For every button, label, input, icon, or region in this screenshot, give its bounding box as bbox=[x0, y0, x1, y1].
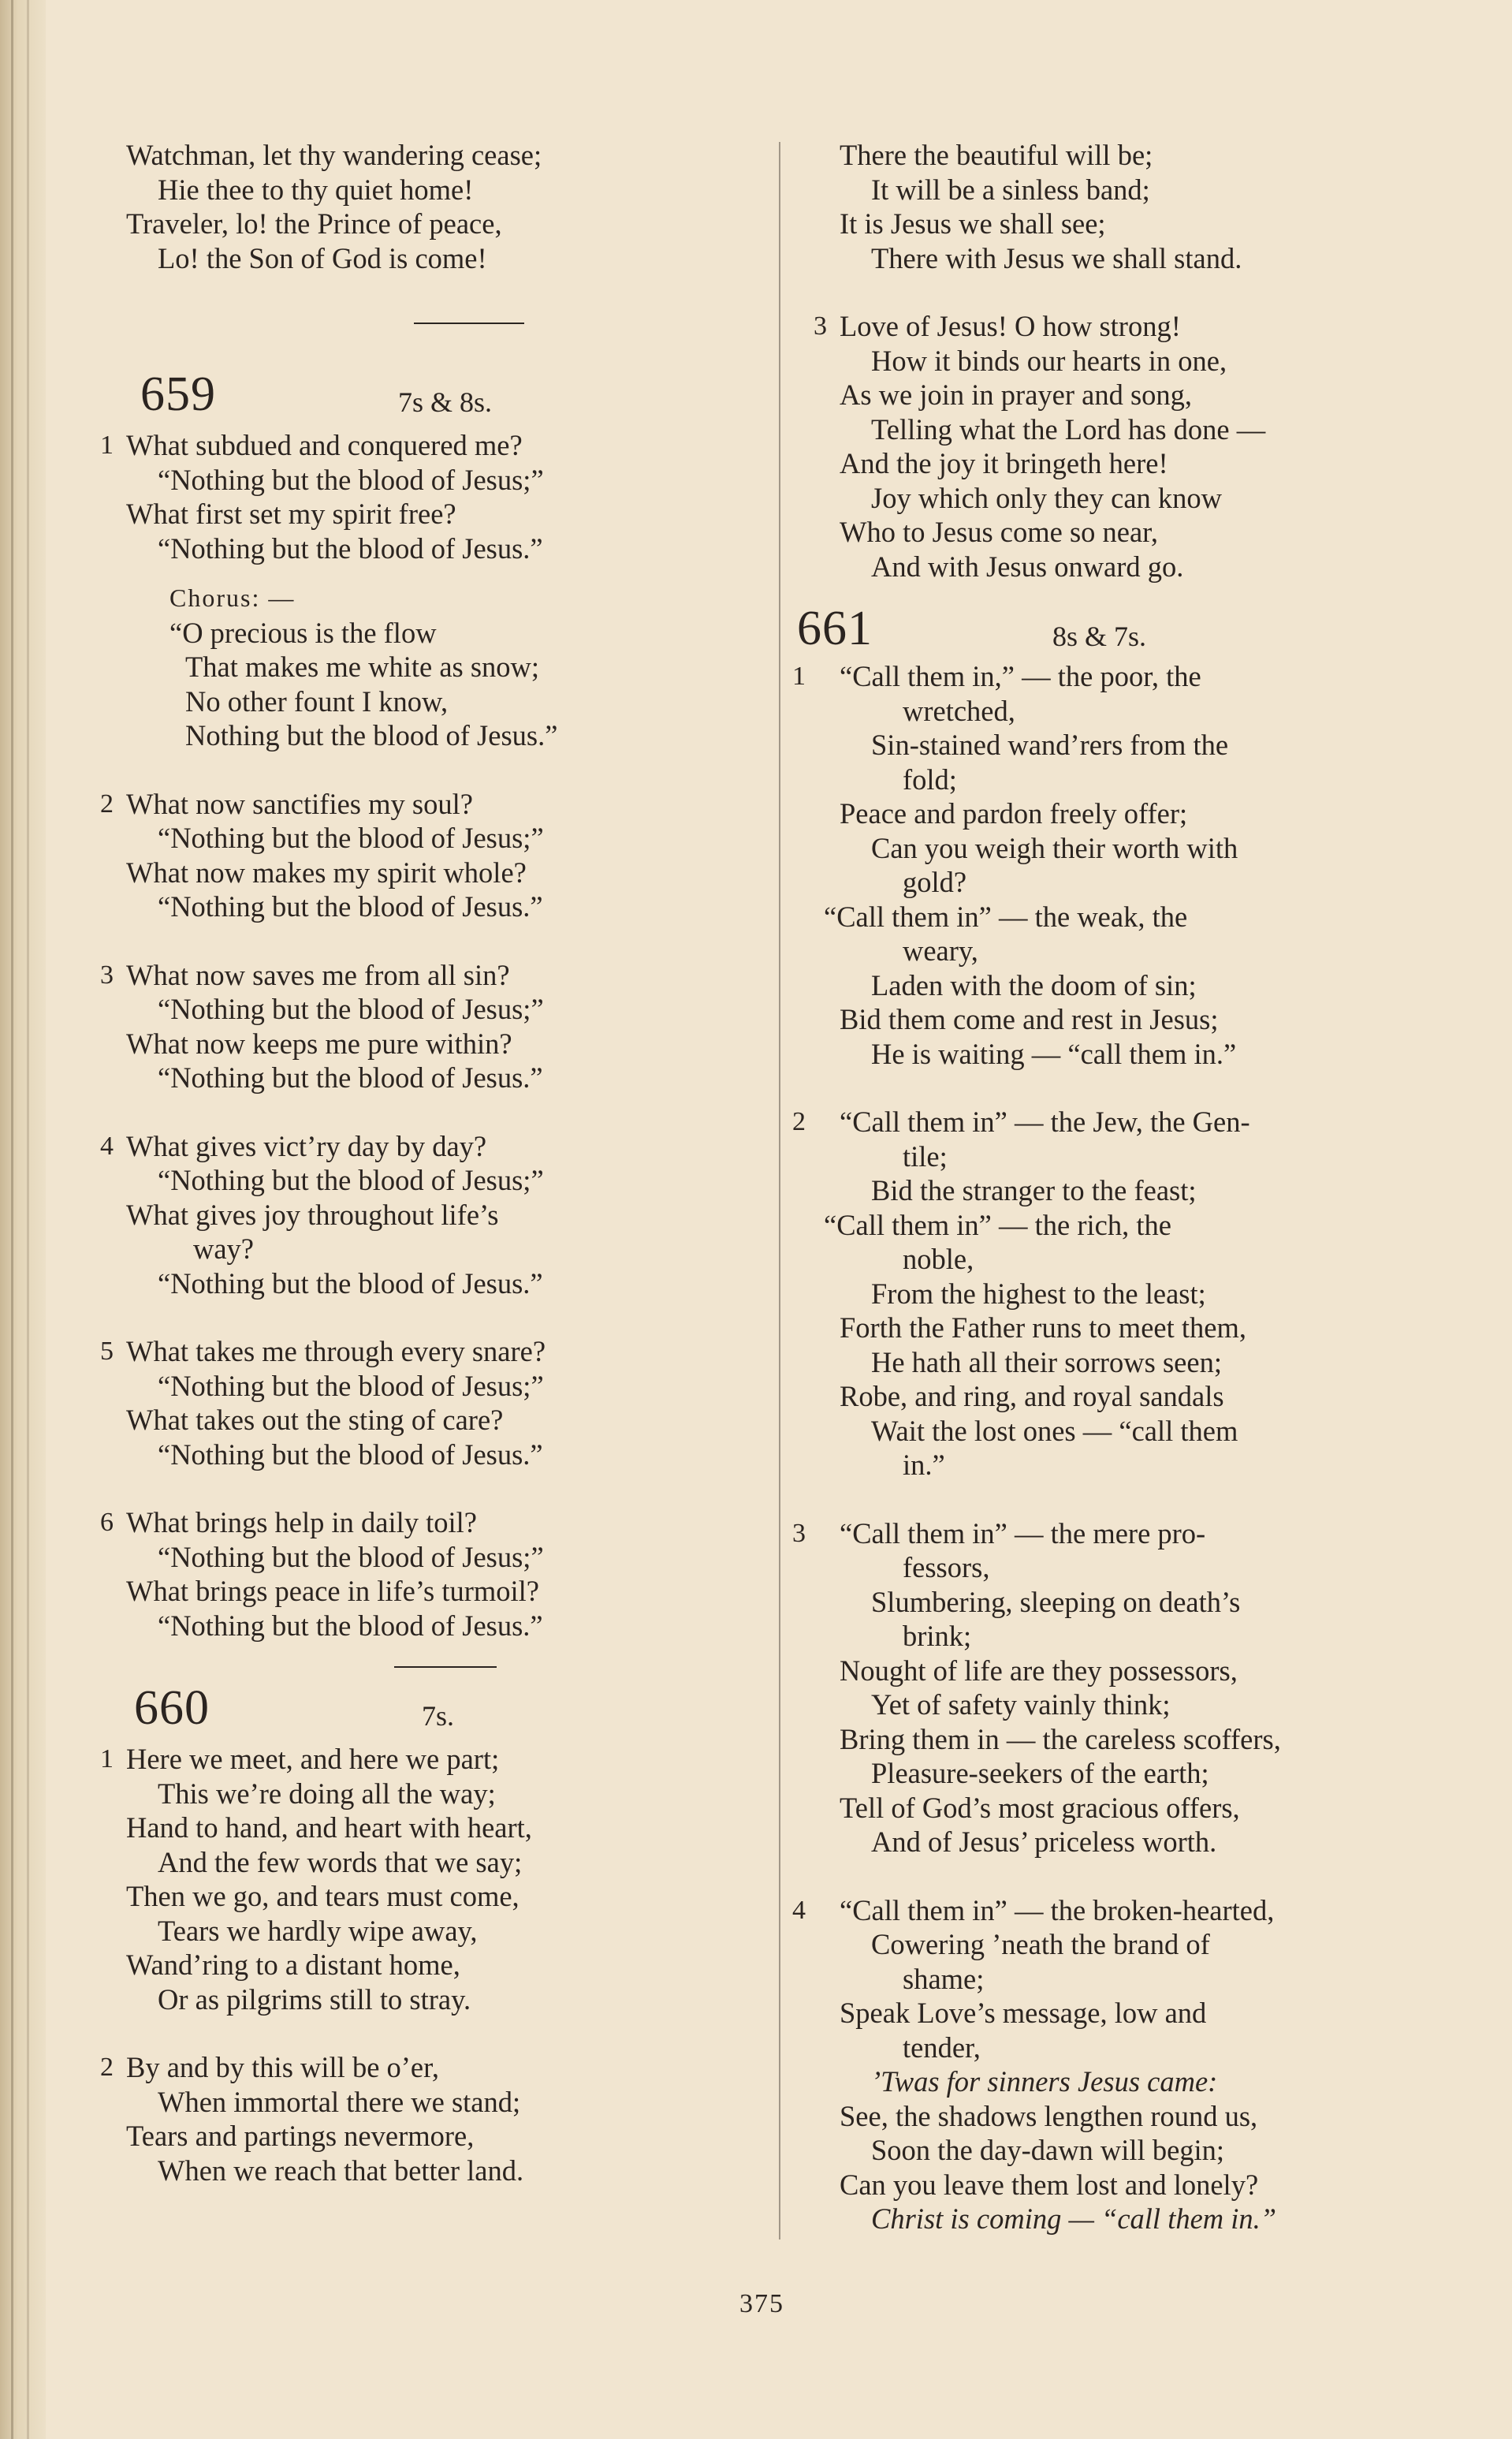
verse-line: fessors, bbox=[903, 1551, 990, 1583]
verse-line: brink; bbox=[903, 1620, 972, 1652]
verse-line: Wand’ring to a distant home, bbox=[126, 1949, 460, 1981]
stanza-number: 4 bbox=[792, 1895, 806, 1925]
stanza-1 bbox=[100, 1742, 773, 2016]
verse-line: Tears we hardly wipe away, bbox=[158, 1914, 478, 1947]
verse-line: in.” bbox=[903, 1449, 945, 1481]
verse-line: tender, bbox=[903, 2031, 981, 2064]
stanza-2 bbox=[100, 787, 773, 924]
verse-line: It will be a sinless band; bbox=[871, 173, 1150, 206]
verse-line: “Call them in” — the weak, the bbox=[824, 900, 1188, 933]
stanza-1 bbox=[792, 659, 1439, 1071]
verse-line: What now makes my spirit whole? bbox=[126, 856, 527, 889]
verse-line: Speak Love’s message, low and bbox=[840, 1997, 1207, 2029]
stanza-2 bbox=[100, 2050, 773, 2187]
verse-line: How it binds our hearts in one, bbox=[871, 344, 1227, 377]
page-number: 375 bbox=[739, 2289, 784, 2318]
verse-line: ’Twas for sinners Jesus came: bbox=[871, 2065, 1218, 2098]
verse-line: weary, bbox=[903, 934, 978, 967]
verse-line: Slumbering, sleeping on death’s bbox=[871, 1585, 1241, 1618]
verse-line: Laden with the doom of sin; bbox=[871, 968, 1197, 1001]
verse-line: Hie thee to thy quiet home! bbox=[158, 173, 474, 206]
verse-line: Nought of life are they possessors, bbox=[840, 1654, 1238, 1687]
verse-line: Yet of safety vainly think; bbox=[871, 1688, 1171, 1721]
verse-line: Forth the Father runs to meet them, bbox=[840, 1311, 1246, 1344]
verse-line: What takes me through every snare? bbox=[126, 1335, 546, 1367]
chorus-line: No other fount I know, bbox=[185, 684, 449, 718]
book-spine-shadow bbox=[0, 0, 46, 2439]
spine-edge-line bbox=[27, 0, 29, 2439]
verse-line: Bid the stranger to the feast; bbox=[871, 1174, 1197, 1206]
verse-line: Bid them come and rest in Jesus; bbox=[840, 1003, 1219, 1035]
hymn-meter: 8s & 7s. bbox=[1052, 621, 1147, 652]
stanza-5 bbox=[100, 1334, 773, 1471]
verse-line: What gives vict’ry day by day? bbox=[126, 1129, 487, 1162]
stanza-number: 3 bbox=[792, 1518, 806, 1548]
verse-line: And of Jesus’ priceless worth. bbox=[871, 1826, 1217, 1858]
verse-line: “Call them in” — the mere pro- bbox=[840, 1516, 1206, 1550]
verse-line: And the joy it bringeth here! bbox=[840, 447, 1168, 479]
chorus-line: “O precious is the flow bbox=[169, 616, 437, 649]
verse-line: What gives joy throughout life’s bbox=[126, 1198, 499, 1231]
verse-line: Here we meet, and here we part; bbox=[126, 1743, 500, 1775]
stanza-2 bbox=[792, 1105, 1439, 1482]
stanza-3 bbox=[814, 309, 1439, 584]
verse-line: What takes out the sting of care? bbox=[126, 1404, 504, 1436]
verse-line: When immortal there we stand; bbox=[158, 2085, 521, 2118]
verse-line: What now keeps me pure within? bbox=[126, 1027, 512, 1060]
hymn-number: 659 bbox=[140, 367, 216, 421]
verse-line: way? bbox=[193, 1233, 255, 1265]
verse-line: And with Jesus onward go. bbox=[871, 550, 1184, 583]
verse-line: noble, bbox=[903, 1243, 974, 1275]
verse-line: From the highest to the least; bbox=[871, 1277, 1206, 1310]
verse-line: “Call them in,” — the poor, the bbox=[840, 660, 1201, 692]
verse-line: “Nothing but the blood of Jesus.” bbox=[158, 1438, 543, 1471]
verse-line: He hath all their sorrows seen; bbox=[871, 1345, 1222, 1378]
verse-line: Tears and partings nevermore, bbox=[126, 2120, 475, 2152]
verse-line: What subdued and conquered me? bbox=[126, 429, 523, 461]
verse-line: “Nothing but the blood of Jesus;” bbox=[158, 463, 544, 496]
stanza-number: 6 bbox=[100, 1508, 114, 1537]
stanza-4 bbox=[792, 1893, 1439, 2236]
verse-line: Robe, and ring, and royal sandals bbox=[840, 1380, 1224, 1412]
verse-line: There with Jesus we shall stand. bbox=[871, 241, 1242, 274]
right-column bbox=[792, 138, 1439, 2236]
stanza-number: 2 bbox=[100, 2053, 114, 2082]
verse-line: “Nothing but the blood of Jesus;” bbox=[158, 1369, 544, 1402]
verse-line: See, the shadows lengthen round us, bbox=[840, 2099, 1258, 2132]
verse-line: gold? bbox=[903, 866, 967, 898]
verse-line: Can you leave them lost and lonely? bbox=[840, 2168, 1259, 2201]
verse-line: “Nothing but the blood of Jesus.” bbox=[158, 1266, 543, 1300]
verse-line: What now sanctifies my soul? bbox=[126, 787, 473, 820]
section-rule bbox=[414, 323, 524, 324]
stanza-number: 5 bbox=[100, 1337, 114, 1366]
hymn-number: 660 bbox=[134, 1681, 210, 1735]
chorus-line: Nothing but the blood of Jesus.” bbox=[185, 719, 558, 751]
verse-line: fold; bbox=[903, 763, 957, 796]
verse-line: tile; bbox=[903, 1139, 948, 1173]
hymn-meter: 7s. bbox=[422, 1700, 455, 1732]
verse-line: Christ is coming — “call them in.” bbox=[871, 2202, 1277, 2235]
hymn-660-header bbox=[126, 1677, 773, 1742]
verse-line: He is waiting — “call them in.” bbox=[871, 1037, 1237, 1070]
chorus-line: That makes me white as snow; bbox=[185, 651, 540, 683]
hymn-number: 661 bbox=[797, 602, 873, 655]
verse-line: By and by this will be o’er, bbox=[126, 2051, 439, 2083]
verse-line: “Nothing but the blood of Jesus;” bbox=[158, 993, 544, 1025]
stanza-number: 1 bbox=[792, 662, 806, 691]
verse-line: There the beautiful will be; bbox=[840, 139, 1153, 171]
verse-line: shame; bbox=[903, 1962, 985, 1995]
verse-line: “Call them in” — the rich, the bbox=[824, 1208, 1171, 1241]
verse-line: Lo! the Son of God is come! bbox=[158, 241, 487, 274]
stanza-number: 3 bbox=[100, 960, 114, 990]
hymn-659-header bbox=[126, 364, 773, 428]
verse-line: What brings peace in life’s turmoil? bbox=[126, 1575, 540, 1607]
verse-line: Watchman, let thy wandering cease; bbox=[126, 139, 542, 171]
verse-line: Or as pilgrims still to stray. bbox=[158, 1982, 471, 2016]
verse-line: Telling what the Lord has done — bbox=[871, 412, 1266, 446]
intro-stanza bbox=[126, 138, 773, 275]
verse-line: “Nothing but the blood of Jesus;” bbox=[158, 822, 544, 854]
column-divider bbox=[779, 142, 780, 2239]
verse-line: Joy which only they can know bbox=[871, 481, 1223, 514]
verse-line: Wait the lost ones — “call them bbox=[871, 1414, 1238, 1447]
verse-line: Tell of God’s most gracious offers, bbox=[840, 1791, 1240, 1824]
verse-line: Peace and pardon freely offer; bbox=[840, 797, 1188, 830]
left-column bbox=[100, 138, 773, 2187]
verse-line: When we reach that better land. bbox=[158, 2154, 524, 2187]
hymn-661-header bbox=[797, 598, 1439, 659]
verse-line: Bring them in — the careless scoffers, bbox=[840, 1722, 1281, 1755]
verse-line: Hand to hand, and heart with heart, bbox=[126, 1811, 532, 1844]
verse-line: Who to Jesus come so near, bbox=[840, 516, 1158, 548]
verse-line: Soon the day-dawn will begin; bbox=[871, 2134, 1225, 2166]
verse-line: Love of Jesus! O how strong! bbox=[840, 310, 1181, 342]
verse-line: Pleasure-seekers of the earth; bbox=[871, 1757, 1209, 1789]
stanza-number: 3 bbox=[814, 311, 827, 341]
stanza-number: 1 bbox=[100, 1744, 114, 1773]
verse-line: “Nothing but the blood of Jesus.” bbox=[158, 1609, 543, 1642]
stanza-number: 2 bbox=[792, 1107, 806, 1136]
hymn-meter: 7s & 8s. bbox=[398, 386, 493, 418]
chorus-label: Chorus: — bbox=[169, 584, 296, 612]
verse-line: Traveler, lo! the Prince of peace, bbox=[126, 207, 502, 240]
verse-line: “Nothing but the blood of Jesus.” bbox=[158, 531, 543, 565]
stanza-number: 2 bbox=[100, 789, 114, 819]
verse-line: And the few words that we say; bbox=[158, 1845, 523, 1878]
stanza-number: 4 bbox=[100, 1131, 114, 1161]
verse-line: “Call them in” — the Jew, the Gen- bbox=[840, 1106, 1250, 1138]
stanza-1 bbox=[100, 428, 773, 565]
stanza-6 bbox=[100, 1505, 773, 1643]
verse-line: Then we go, and tears must come, bbox=[126, 1880, 520, 1912]
verse-line: “Nothing but the blood of Jesus;” bbox=[158, 1164, 544, 1196]
verse-line: “Call them in” — the broken-hearted, bbox=[840, 1893, 1275, 1926]
stanza-3 bbox=[100, 958, 773, 1095]
verse-line: wretched, bbox=[903, 694, 1015, 727]
verse-line: Sin-stained wand’rers from the bbox=[871, 729, 1229, 761]
spine-edge-line bbox=[11, 0, 13, 2439]
verse-line: Cowering ’neath the brand of bbox=[871, 1928, 1210, 1960]
verse-line: What first set my spirit free? bbox=[126, 498, 456, 530]
verse-line: What brings help in daily toil? bbox=[126, 1506, 478, 1538]
stanza-number: 1 bbox=[100, 431, 114, 460]
verse-line: “Nothing but the blood of Jesus;” bbox=[158, 1540, 544, 1573]
verse-line: It is Jesus we shall see; bbox=[840, 207, 1106, 240]
verse-line: This we’re doing all the way; bbox=[158, 1777, 496, 1810]
section-rule bbox=[394, 1666, 497, 1668]
verse-line: “Nothing but the blood of Jesus.” bbox=[158, 1061, 543, 1094]
verse-line: As we join in prayer and song, bbox=[840, 379, 1193, 411]
stanza-3 bbox=[792, 1516, 1439, 1859]
verse-line: What now saves me from all sin? bbox=[126, 958, 510, 991]
stanza-4 bbox=[100, 1129, 773, 1301]
continued-stanza bbox=[840, 138, 1439, 275]
verse-line: “Nothing but the blood of Jesus.” bbox=[158, 890, 543, 923]
verse-line: Can you weigh their worth with bbox=[871, 831, 1238, 864]
